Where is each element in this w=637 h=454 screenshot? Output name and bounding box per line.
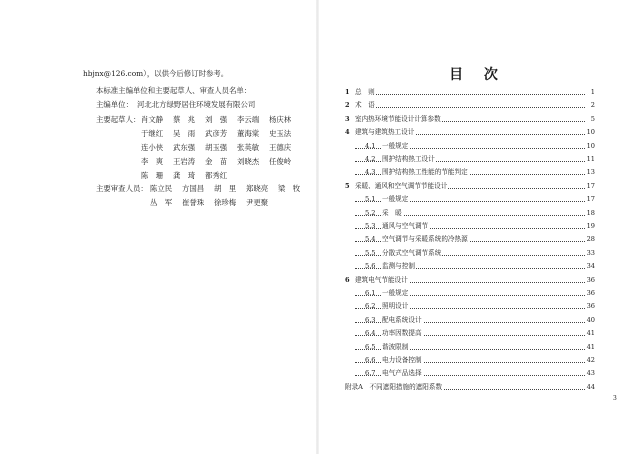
toc-entry-page: 1 [590,88,595,96]
toc-entry-title: 配电系统设计 [382,315,422,324]
drafters-name: 陈 珊 [141,171,164,180]
toc-entry[interactable] [345,328,595,339]
toc-entry[interactable] [345,154,595,165]
reviewers-name: 徐珍梅 [214,198,237,207]
drafters-row [141,170,237,181]
reviewers-name: 梁 牧 [278,184,301,193]
drafters-name: 杨庆林 [269,115,292,124]
toc-entry-number: 3 [345,114,350,123]
toc-entry-page: 34 [586,262,595,271]
toc-entry-page: 44 [586,382,595,391]
drafters-row [141,142,301,153]
toc-entry[interactable] [345,114,595,125]
toc-entry-number: 6.6 [365,356,376,364]
reviewers-name: 尹更聚 [246,198,269,207]
toc-entry[interactable] [345,368,595,379]
toc-entry[interactable] [345,181,595,192]
toc-entry-page: 13 [586,168,595,177]
toc-entry[interactable] [345,301,595,312]
toc-entry-number: 5.4 [365,235,376,244]
drafters-name: 金 苗 [205,157,228,166]
toc-entry-number: 6 [345,275,350,284]
toc-entry-page: 10 [586,128,595,137]
toc-entry[interactable] [345,221,595,232]
toc-entry-page: 17 [586,181,595,190]
toc-entry[interactable] [345,315,595,326]
toc-entry-page: 41 [586,342,595,351]
drafters-name: 肖文静 [141,115,164,124]
drafters-name: 王德庆 [269,143,292,152]
drafters-name: 吴 雨 [173,129,196,138]
toc-entry-title: 谐波限制 [382,342,409,351]
toc-entry-title: 室内热环境节能设计计算参数 [355,114,441,123]
toc-entry-number: 6.4 [365,329,376,338]
toc-entry-number: 5.6 [365,262,376,271]
toc-entry-number: 5 [345,181,350,190]
toc-entry-number: 4.1 [365,141,376,150]
toc-entry-page: 17 [586,195,595,204]
toc-entry-title: 分散式空气调节系统 [382,248,442,257]
toc-entry-number: 6.3 [365,315,376,324]
toc-entry-title: 功率因数提高 [382,329,422,338]
drafters-name: 武彦芳 [205,129,228,138]
toc-leader-dots [355,94,585,95]
toc-entry-page: 2 [590,101,595,110]
drafters-name: 刘晓杰 [237,157,260,166]
drafters-name: 于继红 [141,129,164,138]
toc-entry[interactable] [345,342,595,353]
toc-entry[interactable] [345,167,595,178]
toc-entry-number: 6.7 [365,369,376,378]
drafters-row [141,156,301,167]
toc-entry-number: 6.1 [365,289,376,297]
toc-entry[interactable] [345,288,595,299]
toc-entry-page: 42 [586,356,595,364]
toc-entry-page: 40 [586,315,595,324]
toc-entry[interactable] [345,87,595,98]
drafters-name: 胡玉强 [205,143,228,152]
toc-entry-number: 1 [345,88,350,96]
chief-unit-line [96,99,255,110]
toc-entry-title: 围护结构热工设计 [382,155,435,163]
toc-entry-page: 36 [586,289,595,297]
toc-entry-title: 监测与控制 [382,262,415,271]
chief-unit-label: 主编单位： [96,100,133,109]
toc-entry-page: 43 [586,369,595,378]
reviewers-name: 崔誉珠 [182,198,205,207]
reviewers-name: 方国昌 [182,184,205,193]
toc-entry-title: 照明设计 [382,302,409,311]
drafters-name: 都秀红 [205,171,228,180]
toc-entry-page: 33 [586,248,595,257]
toc-entry-number: 5.3 [365,222,376,230]
toc-entry-page: 10 [586,141,595,150]
toc-entry-number: 6.2 [365,302,376,311]
drafters-name: 蔡 兆 [173,115,196,124]
drafters-label: 主要起草人： [96,115,141,124]
toc-title: 目 次 [449,67,506,83]
toc-entry[interactable] [345,261,595,272]
toc-entry[interactable] [345,248,595,259]
drafters-name: 武东强 [173,143,196,152]
drafters-name: 李 爽 [141,157,164,166]
drafters-name: 龚 琦 [173,171,196,180]
toc-entry[interactable] [345,208,595,219]
toc-entry[interactable] [345,194,595,205]
toc-entry-number: 5.5 [365,248,376,257]
toc-entry[interactable] [345,355,595,366]
toc-entry-title: 附录A 不同遮阳措施的遮阳系数 [345,382,443,391]
reviewers-name: 胡 里 [214,184,237,193]
toc-entry-title: 空气调节与采暖系统的冷热源 [382,235,468,244]
reviewers-name: 郑晓亮 [246,184,269,193]
toc-leader-dots [355,107,585,108]
toc-entry-title: 建筑与建筑热工设计 [355,128,415,137]
toc-entry-page: 28 [586,235,595,244]
toc-entry-number: 6.5 [365,342,376,351]
toc-entry[interactable] [345,100,595,111]
toc-entry-number: 5.1 [365,195,376,204]
toc-entry-number: 2 [345,101,350,110]
toc-entry-title: 建筑电气节能设计 [355,275,408,284]
toc-entry-title: 电气产品选择 [382,369,422,378]
reviewers-row [150,197,278,208]
reviewers-name: 丛 军 [150,198,173,207]
toc-entry[interactable] [345,275,595,286]
drafters-name: 刘 强 [205,115,228,124]
drafters-name: 张英敏 [237,143,260,152]
toc-entry-number: 4.3 [365,168,376,177]
toc-entry-title: 一般规定 [382,141,409,150]
toc-entry-page: 36 [586,302,595,311]
toc-entry-title: 采暖、通风和空气调节节能设计 [355,181,448,190]
toc-entry-title: 围护结构热工性能的节能判定 [382,168,468,177]
toc-entry-title: 总 则 [355,88,375,96]
right-page [318,0,637,454]
intro-text: 本标准主编单位和主要起草人、审查人员名单： [96,86,252,95]
toc-entry-title: 通风与空气调节 [382,222,429,230]
toc-entry-page: 36 [586,275,595,284]
toc-entry-page: 5 [590,114,595,123]
toc-entry-title: 电力设备控制 [382,356,422,364]
drafters-name: 史玉法 [269,129,292,138]
drafters-name: 王岩涛 [173,157,196,166]
drafters-name: 李云端 [237,115,260,124]
toc-entry-title: 一般规定 [382,195,409,204]
email-line: hbjnx@126.com），以供今后修订时参考。 [83,69,229,78]
toc-entry-number: 4 [345,128,350,137]
drafters-name: 连小侠 [141,143,164,152]
chief-unit-name: 河北北方绿野居住环境发展有限公司 [136,100,256,109]
toc-entry-page: 11 [586,155,595,163]
toc-entry-title: 采 暖 [382,208,402,217]
left-page [0,0,318,454]
reviewers-label: 主要审查人员： [96,184,148,193]
toc-entry-page: 18 [586,208,595,217]
page-number: 3 [613,395,617,402]
reviewers-name: 陈立民 [150,184,173,193]
toc-entry[interactable] [345,382,595,393]
drafters-row [141,128,301,139]
toc-entry[interactable] [345,234,595,245]
toc-entry-page: 41 [586,329,595,338]
drafters-name: 董海棠 [237,129,260,138]
toc-entry[interactable] [345,141,595,152]
toc-entry-page: 19 [586,222,595,230]
toc-entry-title: 一般规定 [382,289,409,297]
toc-entry-number: 4.2 [365,155,376,163]
reviewers-row [150,183,310,194]
drafters-row [141,114,301,125]
toc-entry[interactable] [345,127,595,138]
toc-entry-title: 术 语 [355,101,375,110]
toc-entry-number: 5.2 [365,208,376,217]
drafters-name: 任俊岭 [269,157,292,166]
